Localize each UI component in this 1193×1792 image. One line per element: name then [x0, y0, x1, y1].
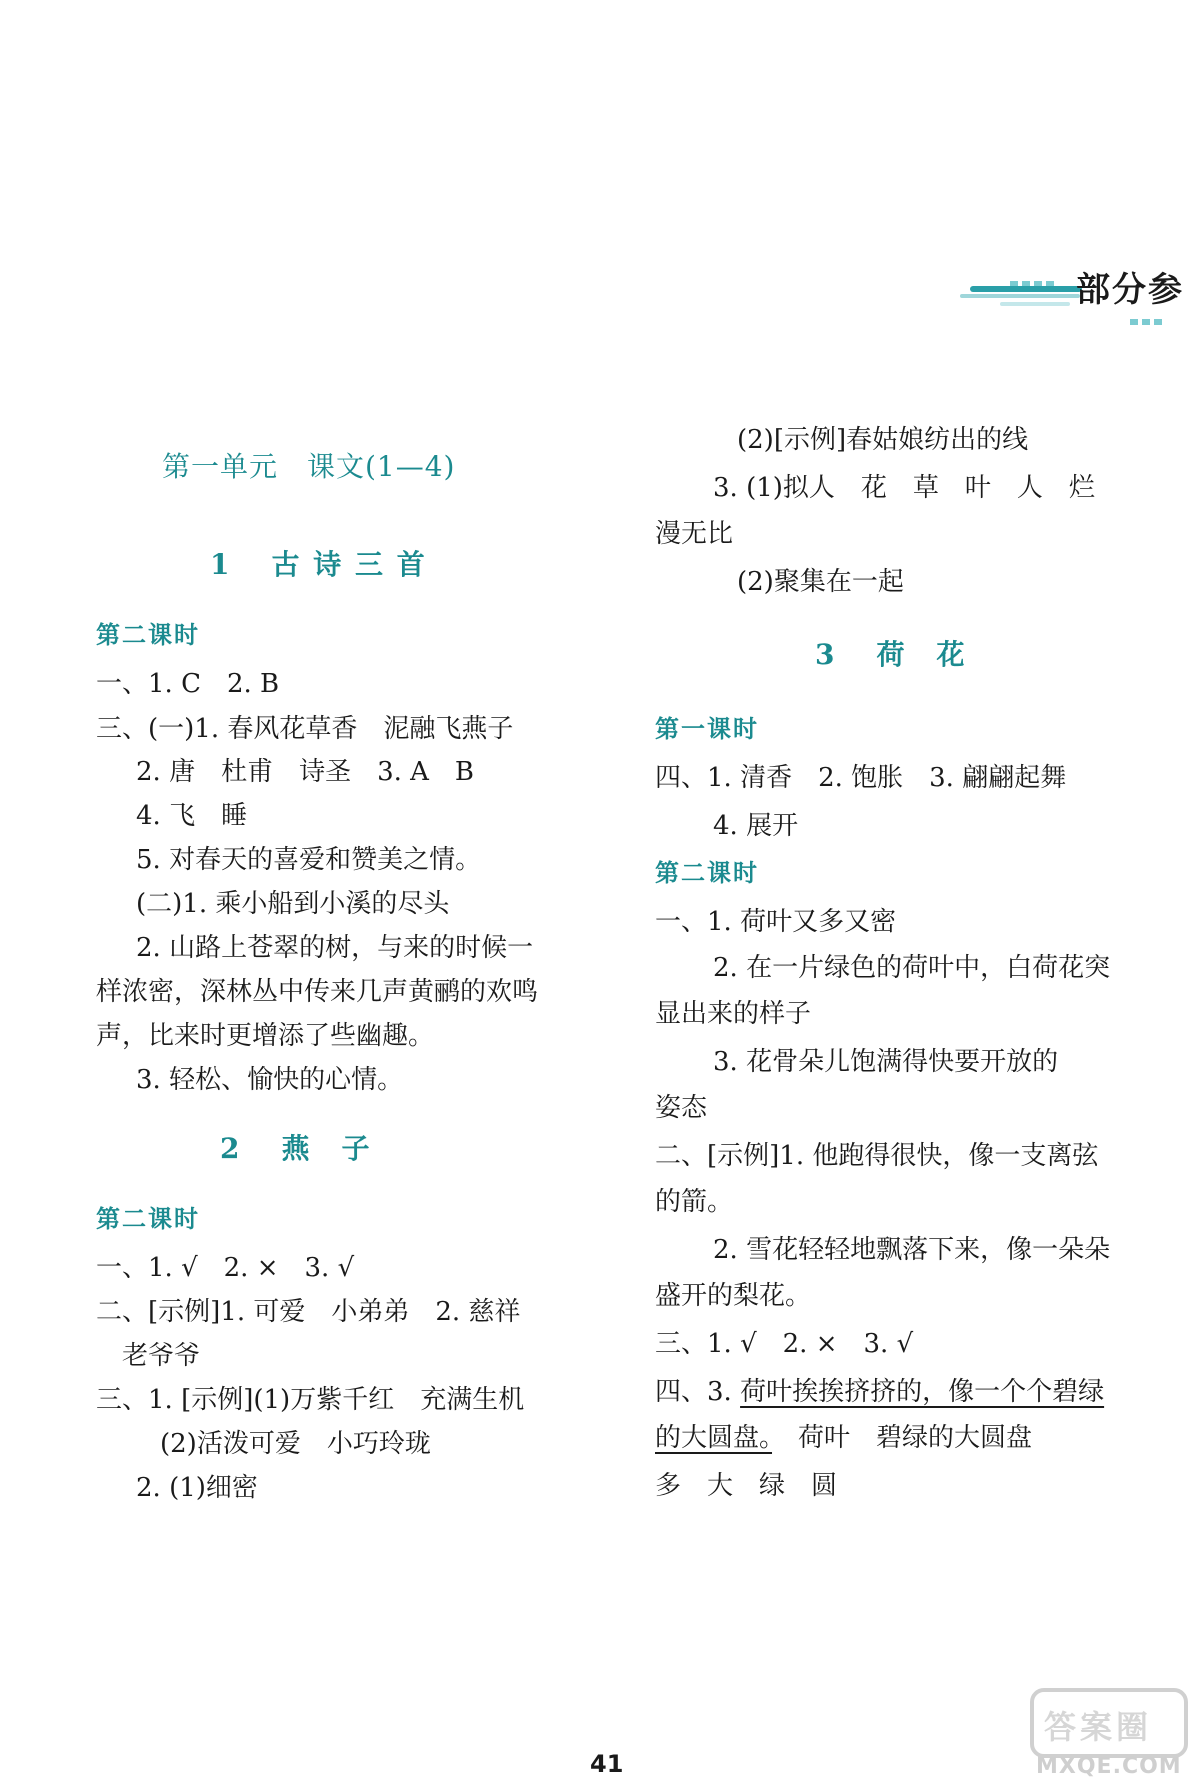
answer-line: 样浓密，深林丛中传来几声黄鹂的欢鸣: [96, 977, 539, 1007]
unit-title: 第一单元 课文(1—4): [162, 450, 456, 483]
period-label: 第二课时: [655, 858, 759, 887]
lesson-1-title: [210, 550, 427, 581]
answer-line: 2. 在一片绿色的荷叶中，白荷花突: [713, 953, 1111, 983]
answer-line: 3. (1)拟人 花 草 叶 人 烂: [713, 473, 1095, 503]
header-banner: [960, 258, 1193, 318]
answer-line: 二、[示例]1. 他跑得很快，像一支离弦: [655, 1141, 1099, 1171]
underlined-answer: 的大圆盘。: [655, 1423, 773, 1453]
watermark-logo: [1030, 1688, 1188, 1758]
answer-line: 的箭。: [655, 1187, 734, 1217]
lesson-3-title: [815, 640, 967, 671]
answer-line: 多 大 绿 圆: [655, 1471, 838, 1501]
banner-bar-light: [960, 294, 1080, 298]
answer-line: (2)[示例]春姑娘纺出的线: [737, 425, 1029, 455]
page-number: 41: [590, 1750, 624, 1778]
answer-line: 盛开的梨花。: [655, 1281, 812, 1311]
answer-line: 一、1. √ 2. × 3. √: [96, 1253, 355, 1283]
period-label: 第二课时: [96, 1204, 200, 1233]
answer-line: 2. (1)细密: [136, 1473, 258, 1503]
lesson-name: 燕 子: [281, 1132, 372, 1165]
answer-line: (2)活泼可爱 小巧玲珑: [160, 1429, 431, 1459]
banner-bar-low: [1000, 302, 1070, 306]
answer-prefix: 四、3.: [655, 1377, 741, 1407]
answer-line: 显出来的样子: [655, 999, 812, 1029]
answer-line: 漫无比: [655, 519, 734, 549]
answer-line: [655, 1378, 1104, 1407]
lesson-number: 2: [220, 1132, 242, 1165]
lesson-number: 3: [815, 638, 837, 671]
answer-line: 5. 对春天的喜爱和赞美之情。: [136, 845, 482, 875]
answer-line: 一、1. C 2. B: [96, 669, 280, 699]
answer-line: 三、(一)1. 春风花草香 泥融飞燕子: [96, 714, 514, 744]
header-title: 部分参: [1076, 270, 1184, 310]
answer-line: 一、1. 荷叶又多又密: [655, 907, 897, 937]
answer-line: 2. 雪花轻轻地飘落下来，像一朵朵: [713, 1235, 1111, 1265]
watermark-text: MXQE.COM: [1036, 1754, 1182, 1779]
answer-line: 3. 轻松、愉快的心情。: [136, 1065, 404, 1095]
underlined-answer: 荷叶挨挨挤挤的，像一个个碧绿: [740, 1377, 1105, 1407]
answer-line: 3. 花骨朵儿饱满得快要开放的: [713, 1047, 1059, 1077]
answer-line: [655, 1424, 1032, 1453]
answer-line: 2. 山路上苍翠的树，与来的时候一: [136, 933, 534, 963]
lesson-2-title: [220, 1134, 372, 1165]
answer-line: 四、1. 清香 2. 饱胀 3. 翩翩起舞: [655, 763, 1067, 793]
answer-line: (二)1. 乘小船到小溪的尽头: [136, 889, 450, 919]
answer-line: 4. 展开: [713, 811, 799, 841]
watermark-logo-text: 答案圈: [1044, 1708, 1153, 1746]
answer-line: 三、1. [示例](1)万紫千红 充满生机: [96, 1385, 525, 1415]
answer-line: 4. 飞 睡: [136, 801, 248, 831]
answer-line: 老爷爷: [122, 1341, 201, 1371]
lesson-number: 1: [210, 548, 232, 581]
period-label: 第一课时: [655, 714, 759, 743]
answer-line: (2)聚集在一起: [737, 567, 904, 597]
banner-dots-lower: [1130, 310, 1166, 329]
period-label: 第二课时: [96, 620, 200, 649]
lesson-name: 古 诗 三 首: [271, 548, 427, 581]
answer-line: 姿态: [655, 1093, 708, 1123]
answer-line: 三、1. √ 2. × 3. √: [655, 1329, 914, 1359]
answer-line: 2. 唐 杜甫 诗圣 3. A B: [136, 757, 475, 787]
answer-rest: 荷叶 碧绿的大圆盘: [772, 1423, 1033, 1453]
answer-line: 声，比来时更增添了些幽趣。: [96, 1021, 435, 1051]
answer-line: 二、[示例]1. 可爱 小弟弟 2. 慈祥: [96, 1297, 521, 1327]
lesson-name: 荷 花: [876, 638, 967, 671]
banner-bar: [970, 286, 1082, 292]
watermark: [1030, 1688, 1190, 1788]
